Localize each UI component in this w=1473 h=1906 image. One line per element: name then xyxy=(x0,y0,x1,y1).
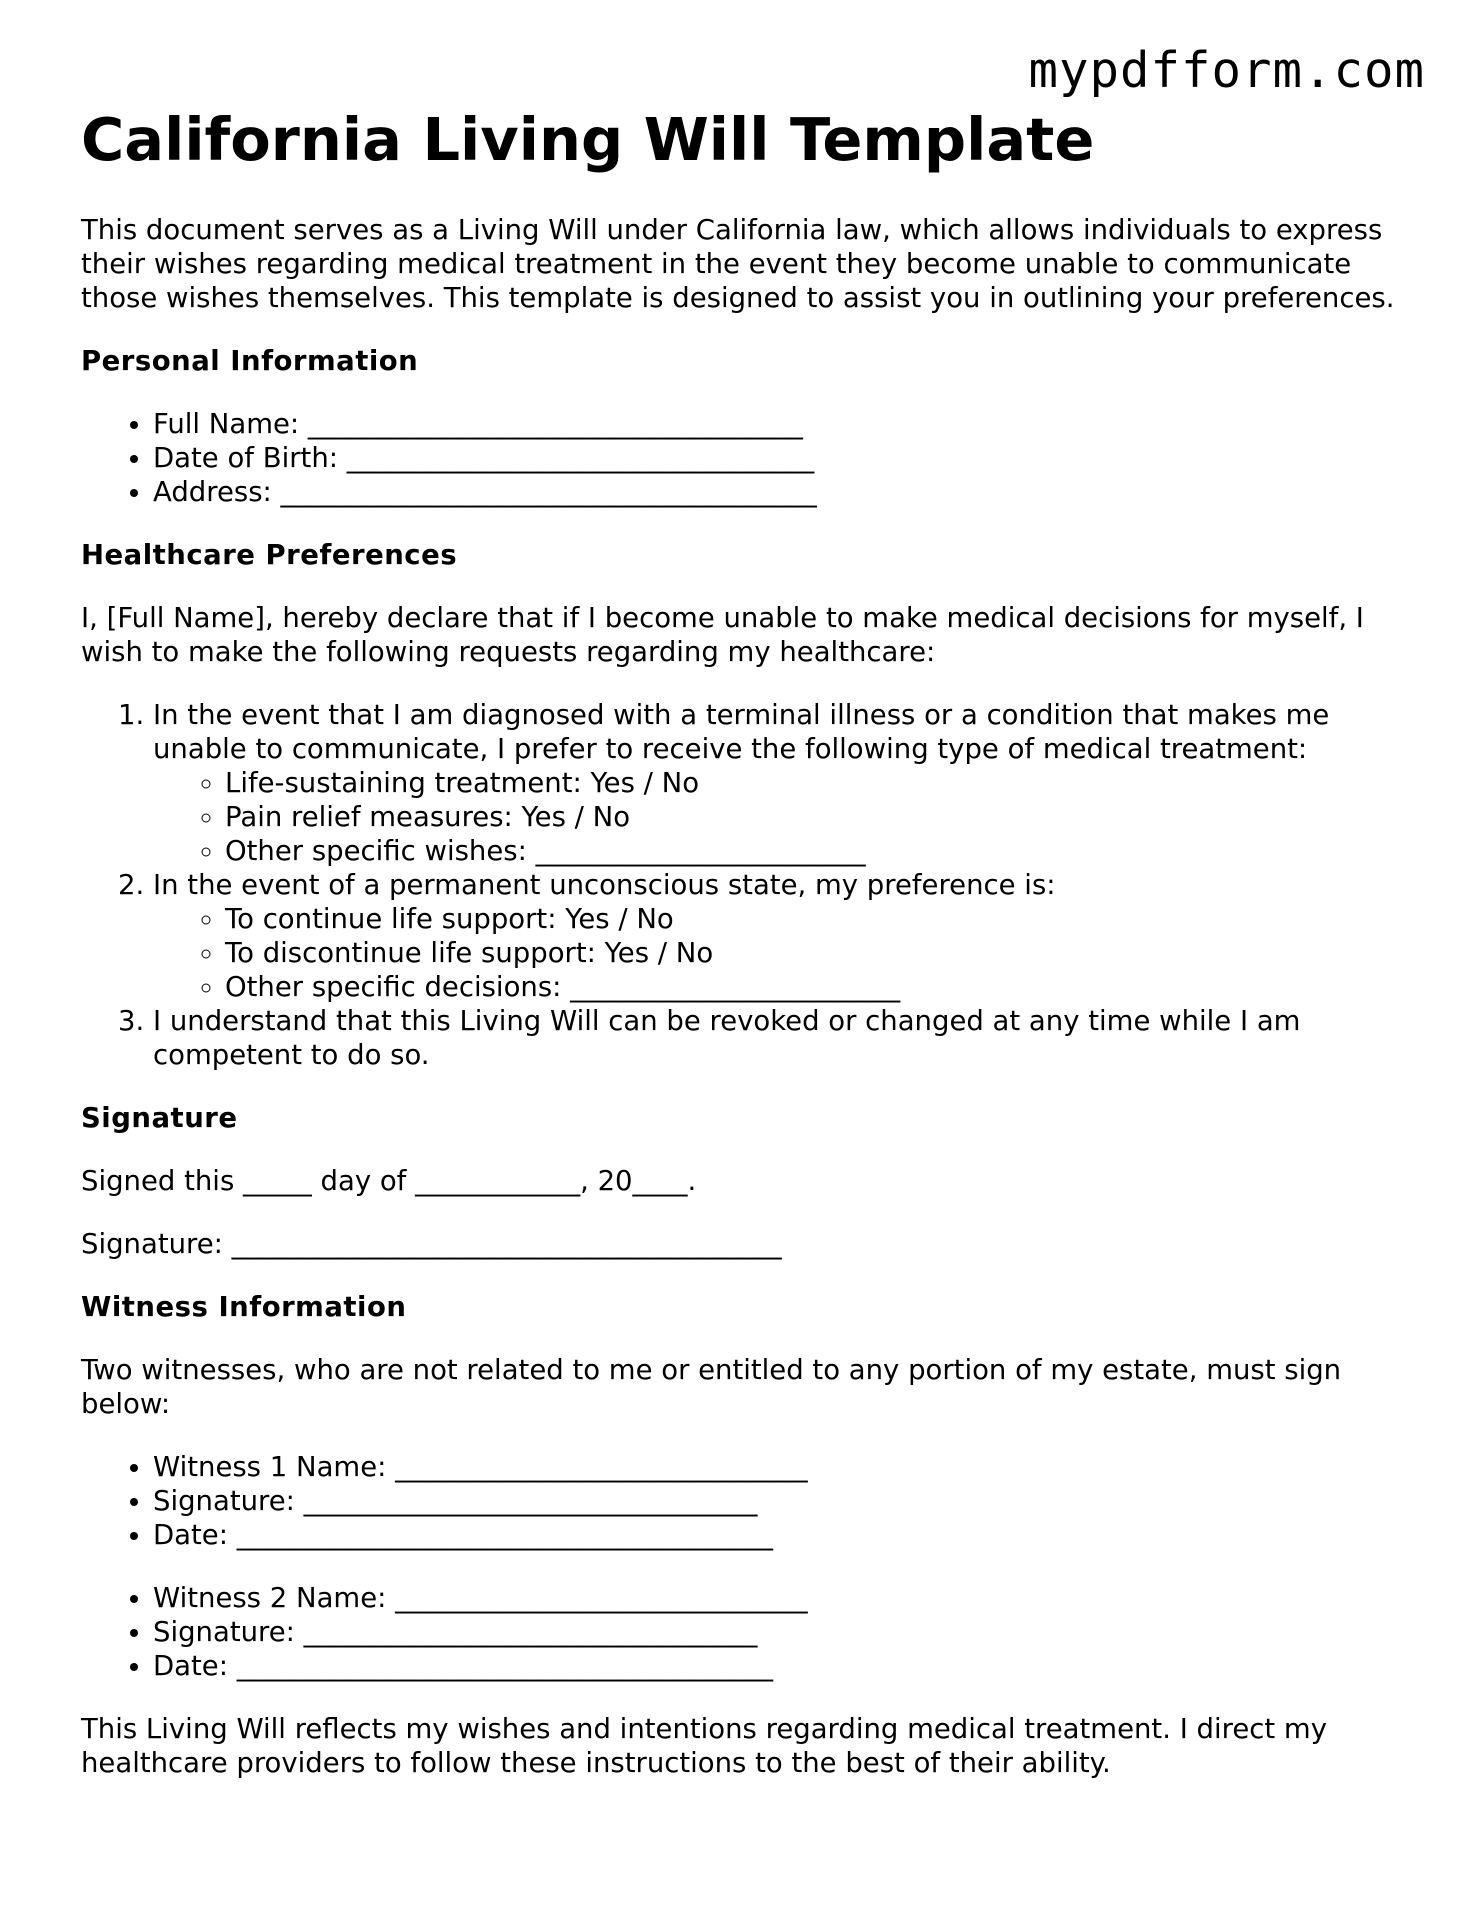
personal-information-heading: Personal Information xyxy=(81,345,419,377)
signature-line[interactable]: Signature: ________________________________________ xyxy=(81,1228,782,1260)
other-decisions-field[interactable]: ◦ Other specific decisions: ________________________ xyxy=(225,970,1401,1004)
witness-1-signature-field[interactable]: • Signature: _________________________________ xyxy=(153,1484,1401,1518)
full-name-field[interactable]: • Full Name: ____________________________________ xyxy=(153,407,1401,441)
request-text: In the event that I am diagnosed with a terminal illness or a condition that makes me unable to communicate, I prefer to receive the following type of medical treatment: xyxy=(153,699,1330,765)
healthcare-requests-list xyxy=(81,698,1401,1072)
witness-2-date-field[interactable]: • Date: _______________________________________ xyxy=(153,1649,1401,1683)
other-wishes-field[interactable]: ◦ Other specific wishes: ________________________ xyxy=(225,834,1401,868)
personal-information-list xyxy=(81,407,1401,509)
sub-list xyxy=(153,766,1401,868)
page-title: California Living Will Template xyxy=(81,105,1095,174)
signed-date-line[interactable]: Signed this _____ day of ____________, 20____. xyxy=(81,1165,697,1197)
document-page xyxy=(81,104,1401,1780)
continue-life-support-option[interactable]: ◦ To continue life support: Yes / No xyxy=(225,902,1401,936)
healthcare-preferences-heading: Healthcare Preferences xyxy=(81,539,458,571)
date-of-birth-field[interactable]: • Date of Birth: __________________________________ xyxy=(153,441,1401,475)
signature-heading: Signature xyxy=(81,1102,238,1134)
address-field[interactable]: • Address: _______________________________________ xyxy=(153,475,1401,509)
witness-2-name-field[interactable]: • Witness 2 Name: ______________________________ xyxy=(153,1581,1401,1615)
witness-2-signature-field[interactable]: • Signature: _________________________________ xyxy=(153,1615,1401,1649)
witness-1-name-field[interactable]: • Witness 1 Name: ______________________________ xyxy=(153,1450,1401,1484)
witness-information-heading: Witness Information xyxy=(81,1291,407,1323)
request-text: In the event of a permanent unconscious state, my preference is: xyxy=(153,869,1056,901)
declaration-paragraph: I, [Full Name], hereby declare that if I become unable to make medical decisions for myself, I wish to make the following requests regarding my healthcare: xyxy=(81,602,1364,668)
closing-paragraph: This Living Will reflects my wishes and intentions regarding medical treatment. I direct my healthcare providers to follow these instructions to the best of their ability. xyxy=(81,1713,1327,1779)
watermark: mypdfform.com xyxy=(1028,42,1425,99)
list-item xyxy=(153,1004,1401,1072)
intro-paragraph: This document serves as a Living Will under California law, which allows individuals to express their wishes regarding medical treatment in the event they become unable to communicate those wishes themselves. This template is designed to assist you in outlining your preferences. xyxy=(81,214,1395,314)
discontinue-life-support-option[interactable]: ◦ To discontinue life support: Yes / No xyxy=(225,936,1401,970)
sub-list xyxy=(153,902,1401,1004)
list-item xyxy=(153,868,1401,1004)
life-sustaining-option[interactable]: ◦ Life-sustaining treatment: Yes / No xyxy=(225,766,1401,800)
pain-relief-option[interactable]: ◦ Pain relief measures: Yes / No xyxy=(225,800,1401,834)
list-item xyxy=(153,698,1401,868)
witness-description: Two witnesses, who are not related to me or entitled to any portion of my estate, must sign below: xyxy=(81,1354,1342,1420)
witness-1-list xyxy=(81,1450,1401,1552)
witness-2-list xyxy=(81,1581,1401,1683)
request-text: I understand that this Living Will can be revoked or changed at any time while I am competent to do so. xyxy=(153,1005,1301,1071)
witness-1-date-field[interactable]: • Date: _______________________________________ xyxy=(153,1518,1401,1552)
